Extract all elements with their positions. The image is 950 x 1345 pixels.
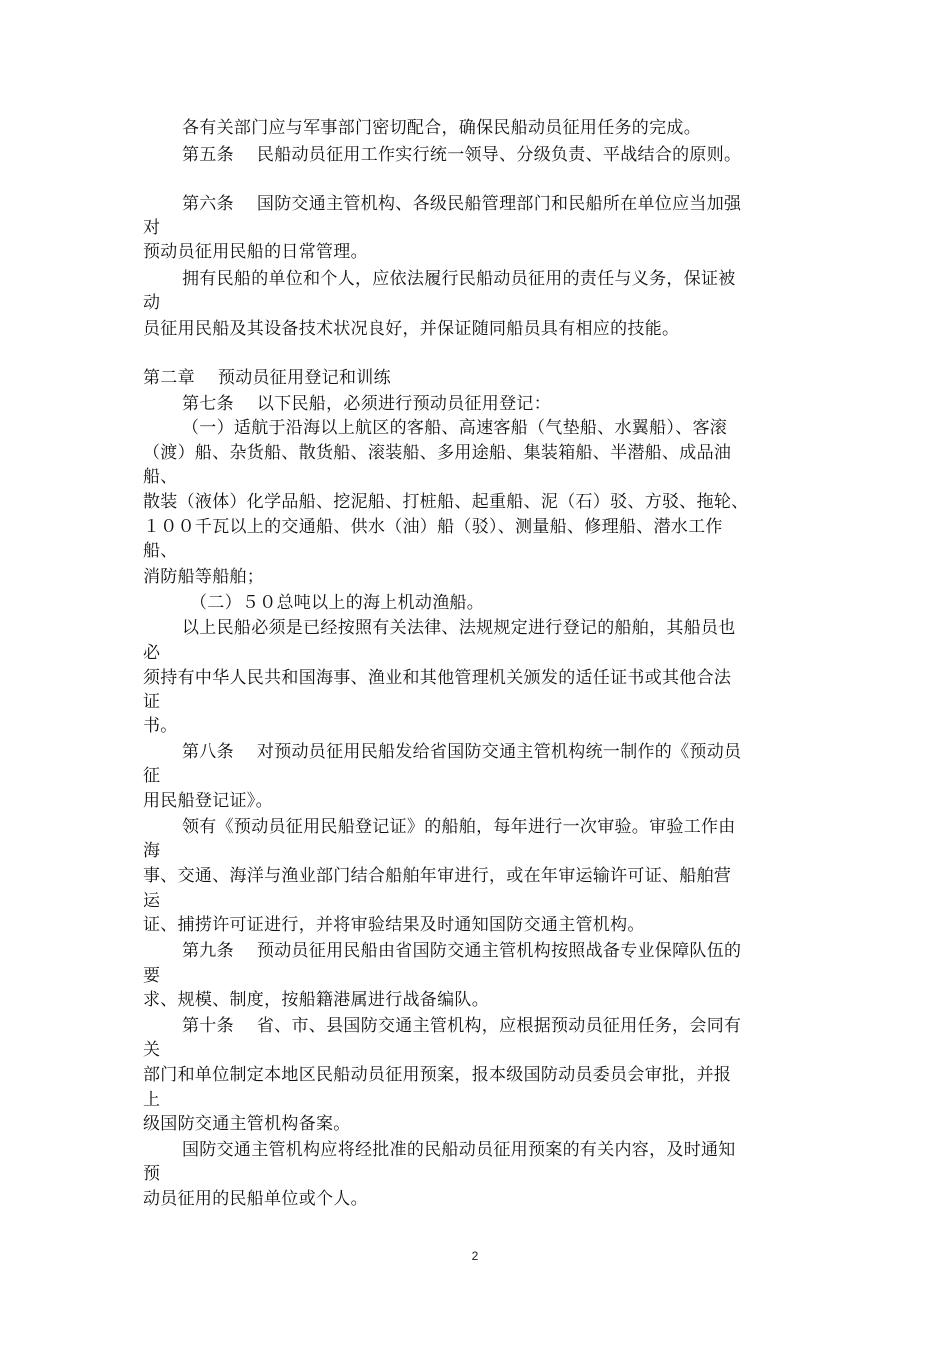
text-line: 运: [143, 891, 161, 911]
text-line: 书。: [143, 716, 178, 736]
chapter-heading: 第二章 预动员征用登记和训练: [143, 368, 391, 388]
text-line: 领有《预动员征用民船登记证》的船舶，每年进行一次审验。审验工作由: [182, 817, 736, 837]
text-line: 国防交通主管机构应将经批准的民船动员征用预案的有关内容，及时通知: [182, 1140, 736, 1160]
text-line: １００千瓦以上的交通船、供水（油）船（驳）、测量船、修理船、潜水工作: [143, 517, 723, 537]
text-line: 预动员征用民船的日常管理。: [143, 242, 368, 262]
text-line: 员征用民船及其设备技术状况良好，并保证随同船员具有相应的技能。: [143, 319, 680, 339]
text-line: 预: [143, 1164, 161, 1184]
text-line: 上: [143, 1090, 161, 1110]
text-line: 船、: [143, 467, 178, 487]
text-line: 级国防交通主管机构备案。: [143, 1114, 351, 1134]
text-line: 事、交通、海洋与渔业部门结合船舶年审进行，或在年审运输许可证、船舶营: [143, 866, 732, 886]
text-line: 证、捕捞许可证进行，并将审验结果及时通知国防交通主管机构。: [143, 915, 645, 935]
text-line: 第九条 预动员征用民船由省国防交通主管机构按照战备专业保障队伍的: [182, 941, 742, 961]
text-line: 第八条 对预动员征用民船发给省国防交通主管机构统一制作的《预动员: [182, 742, 742, 762]
text-line: 船、: [143, 541, 178, 561]
text-line: 证: [143, 692, 161, 712]
text-line: 须持有中华人民共和国海事、渔业和其他管理机关颁发的适任证书或其他合法: [143, 668, 732, 688]
text-line: 征: [143, 766, 161, 786]
text-line: 散装（液体）化学品船、挖泥船、打桩船、起重船、泥（石）驳、方驳、拖轮、: [143, 492, 749, 512]
text-line: 必: [143, 643, 161, 663]
text-line: 关: [143, 1040, 161, 1060]
text-line: 以上民船必须是已经按照有关法律、法规规定进行登记的船舶，其船员也: [182, 618, 736, 638]
text-line: 对: [143, 218, 161, 238]
text-line: 海: [143, 841, 161, 861]
text-line: 第五条 民船动员征用工作实行统一领导、分级负责、平战结合的原则。: [182, 145, 742, 165]
text-line: （二）５０总吨以上的海上机动渔船。: [190, 593, 485, 613]
text-line: （渡）船、杂货船、散货船、滚装船、多用途船、集装箱船、半潜船、成品油: [143, 443, 732, 463]
text-line: 用民船登记证》。: [143, 791, 273, 811]
text-line: 消防船等船舶；: [143, 567, 265, 587]
text-line: 各有关部门应与军事部门密切配合，确保民船动员征用任务的完成。: [182, 118, 701, 138]
text-line: 要: [143, 966, 161, 986]
page-number: 2: [471, 1249, 479, 1263]
text-line: 拥有民船的单位和个人，应依法履行民船动员征用的责任与义务，保证被: [182, 269, 736, 289]
text-line: 第十条 省、市、县国防交通主管机构，应根据预动员征用任务，会同有: [182, 1016, 742, 1036]
text-line: 第六条 国防交通主管机构、各级民船管理部门和民船所在单位应当加强: [182, 194, 742, 214]
text-line: 动: [143, 293, 161, 313]
text-line: （一）适航于沿海以上航区的客船、高速客船（气垫船、水翼船）、客滚: [182, 418, 728, 438]
text-line: 求、规模、制度，按船籍港属进行战备编队。: [143, 990, 489, 1010]
text-line: 动员征用的民船单位或个人。: [143, 1189, 368, 1209]
text-line: 部门和单位制定本地区民船动员征用预案，报本级国防动员委员会审批，并报: [143, 1065, 732, 1085]
text-line: 第七条 以下民船，必须进行预动员征用登记：: [182, 394, 552, 414]
